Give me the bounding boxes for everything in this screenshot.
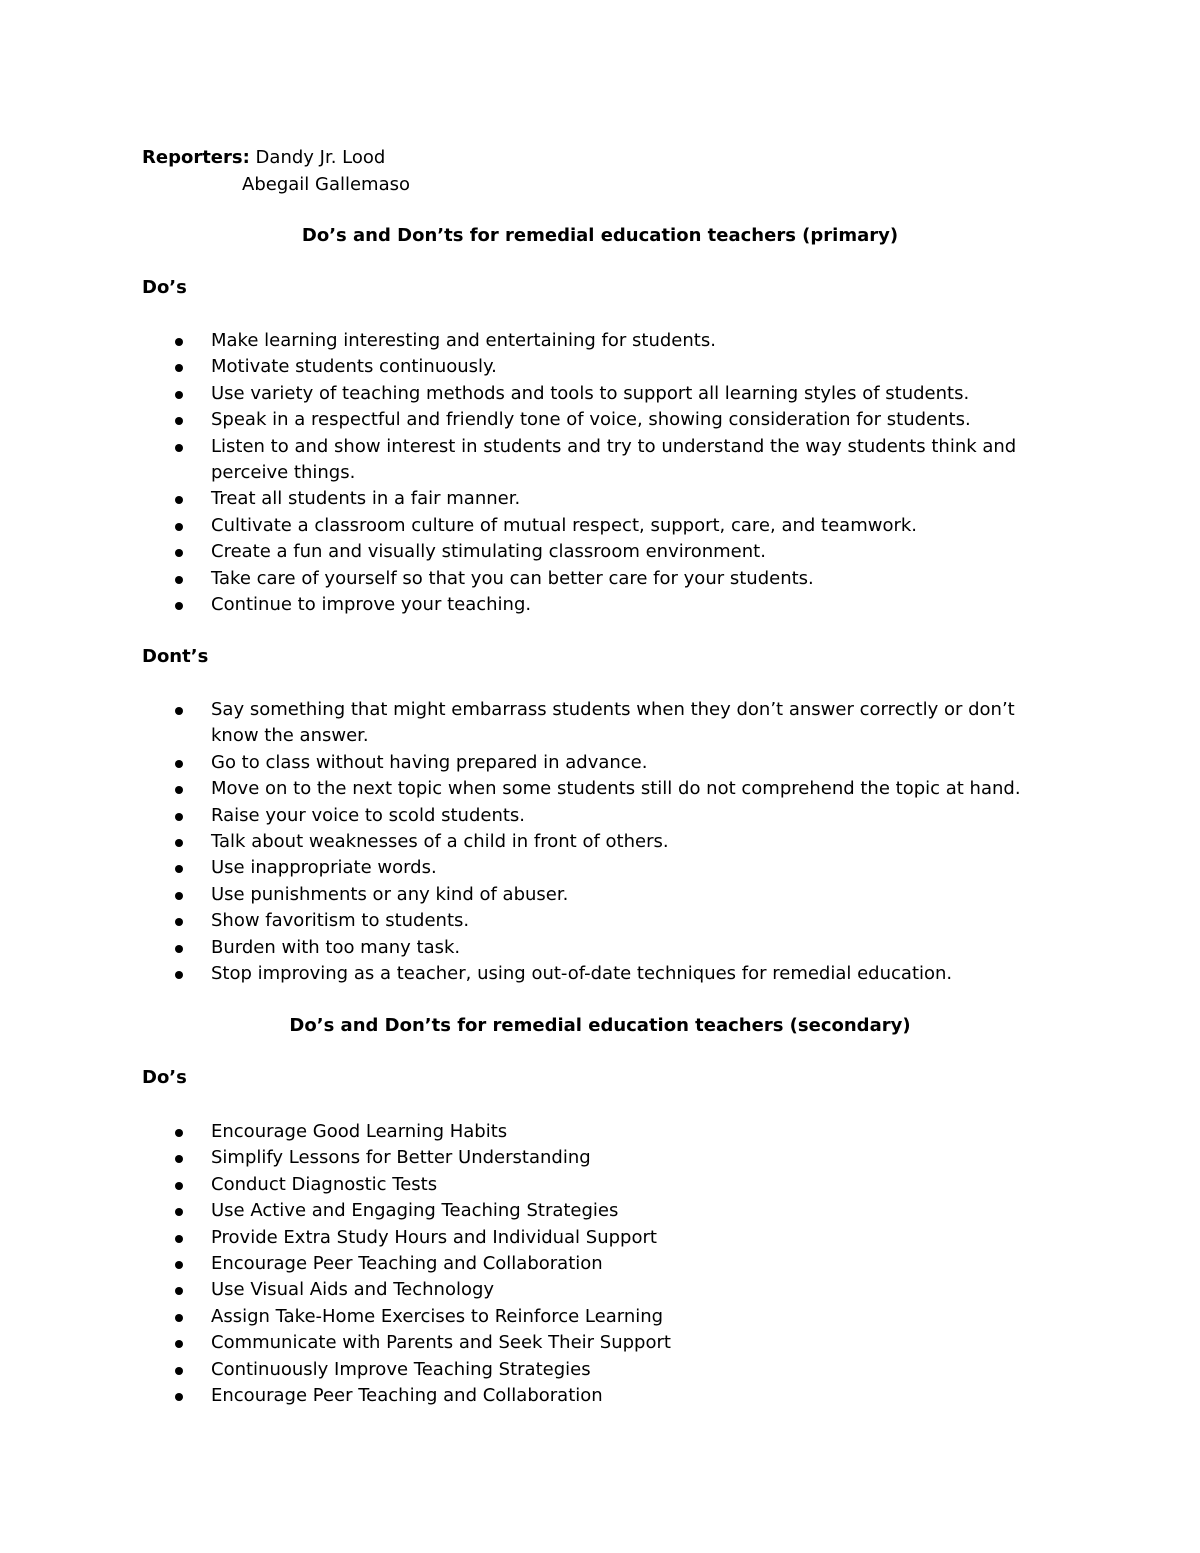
- list-item-text: Communicate with Parents and Seek Their Support: [211, 1332, 671, 1354]
- bullet-icon: [175, 602, 183, 610]
- list-item-text: Stop improving as a teacher, using out-of-date techniques for remedial education.: [211, 963, 953, 985]
- bullet-icon: [175, 1340, 183, 1348]
- list-item-text: Continue to improve your teaching.: [211, 594, 532, 616]
- list-item-text: Raise your voice to scold students.: [211, 804, 526, 826]
- list-item-text: Encourage Good Learning Habits: [211, 1121, 508, 1142]
- bullet-icon: [175, 391, 183, 399]
- list-item-text: Encourage Peer Teaching and Collaboration: [211, 1385, 603, 1407]
- primary-title: Do’s and Don’ts for remedial education teachers (primary): [301, 225, 899, 246]
- list-item: [0, 1198, 1200, 1224]
- primary-donts-heading: Dont’s: [142, 646, 209, 667]
- list-item-text: Take care of yourself so that you can better care for your students.: [211, 567, 814, 589]
- bullet-icon: [175, 865, 183, 873]
- list-item: [0, 1277, 1200, 1303]
- list-item-text: Simplify Lessons for Better Understanding: [211, 1147, 591, 1169]
- bullet-icon: [175, 576, 183, 584]
- bullet-icon: [175, 839, 183, 847]
- list-item-text: Create a fun and visually stimulating classroom environment.: [211, 541, 766, 563]
- list-item-text: Talk about weaknesses of a child in front of others.: [211, 831, 669, 853]
- list-item-text: Go to class without having prepared in advance.: [211, 751, 648, 773]
- bullet-icon: [175, 523, 183, 531]
- list-item-text: Make learning interesting and entertaining for students.: [211, 330, 716, 351]
- list-item: [0, 961, 1200, 987]
- bullet-icon: [175, 813, 183, 821]
- primary-donts-list: [0, 697, 1200, 987]
- list-item: [0, 1172, 1200, 1198]
- bullet-icon: [175, 760, 183, 768]
- secondary-dos-list: [0, 1119, 1200, 1409]
- bullet-icon: [175, 1367, 183, 1375]
- secondary-dos-heading: Do’s: [142, 1067, 187, 1088]
- list-item-text: Use Visual Aids and Technology: [211, 1279, 495, 1301]
- list-item-text: Cultivate a classroom culture of mutual respect, support, care, and teamwork.: [211, 514, 918, 536]
- reporter-name-1: Dandy Jr. Lood: [255, 147, 386, 168]
- reporters-block: [142, 144, 410, 198]
- list-item: [0, 750, 1200, 776]
- list-item: [0, 434, 1200, 487]
- list-item: [0, 1304, 1200, 1330]
- list-item: [0, 486, 1200, 512]
- list-item-text: Show favoritism to students.: [211, 910, 470, 932]
- list-item: [0, 935, 1200, 961]
- bullet-icon: [175, 786, 183, 794]
- bullet-icon: [175, 1314, 183, 1322]
- list-item: [0, 328, 1200, 354]
- list-item-text: Use punishments or any kind of abuser.: [211, 883, 569, 905]
- bullet-icon: [175, 1155, 183, 1163]
- list-item-text: Provide Extra Study Hours and Individual Support: [211, 1226, 657, 1248]
- list-item-text: Treat all students in a fair manner.: [211, 488, 521, 510]
- bullet-icon: [175, 1393, 183, 1401]
- list-item-text: Conduct Diagnostic Tests: [211, 1173, 438, 1195]
- bullet-icon: [175, 707, 183, 715]
- bullet-icon: [175, 338, 183, 346]
- list-item: [0, 908, 1200, 934]
- list-item: [0, 1330, 1200, 1356]
- list-item: [0, 1357, 1200, 1383]
- bullet-icon: [175, 1182, 183, 1190]
- list-item-text: Speak in a respectful and friendly tone of voice, showing consideration for students.: [211, 409, 971, 431]
- list-item-text: Burden with too many task.: [211, 936, 461, 958]
- list-item-text: Assign Take-Home Exercises to Reinforce Learning: [211, 1305, 664, 1327]
- reporter-name-2: Abegail Gallemaso: [242, 174, 411, 195]
- list-item: [0, 829, 1200, 855]
- list-item-text: Say something that might embarrass students when they don’t answer correctly or don’t know the answer.: [211, 699, 1015, 747]
- list-item-text: Move on to the next topic when some students still do not comprehend the topic at hand.: [211, 778, 1021, 800]
- bullet-icon: [175, 417, 183, 425]
- reporters-line-1: [142, 144, 410, 171]
- list-item: [0, 381, 1200, 407]
- list-item: [0, 776, 1200, 802]
- list-item: [0, 1145, 1200, 1171]
- list-item-text: Use Active and Engaging Teaching Strategies: [211, 1200, 619, 1222]
- list-item: [0, 539, 1200, 565]
- bullet-icon: [175, 1235, 183, 1243]
- bullet-icon: [175, 1208, 183, 1216]
- secondary-title: Do’s and Don’ts for remedial education teachers (secondary): [289, 1015, 911, 1036]
- bullet-icon: [175, 1129, 183, 1137]
- reporters-label: Reporters:: [142, 147, 250, 168]
- list-item: [0, 407, 1200, 433]
- list-item-text: Use variety of teaching methods and tools to support all learning styles of students.: [211, 382, 970, 404]
- list-item: [0, 592, 1200, 618]
- list-item: [0, 882, 1200, 908]
- list-item: [0, 566, 1200, 592]
- bullet-icon: [175, 549, 183, 557]
- bullet-icon: [175, 945, 183, 953]
- list-item-text: Listen to and show interest in students and try to understand the way students think and perceive things.: [211, 435, 1017, 484]
- reporters-line-2: [142, 171, 410, 198]
- list-item: [0, 697, 1200, 750]
- list-item: [0, 354, 1200, 380]
- list-item: [0, 1119, 1200, 1145]
- list-item: [0, 1225, 1200, 1251]
- bullet-icon: [175, 496, 183, 504]
- list-item-text: Motivate students continuously.: [211, 356, 497, 378]
- bullet-icon: [175, 918, 183, 926]
- list-item-text: Continuously Improve Teaching Strategies: [211, 1358, 591, 1380]
- primary-dos-heading: Do’s: [142, 277, 187, 298]
- list-item-text: Use inappropriate words.: [211, 857, 437, 879]
- list-item-text: Encourage Peer Teaching and Collaboration: [211, 1253, 603, 1275]
- list-item: [0, 803, 1200, 829]
- bullet-icon: [175, 892, 183, 900]
- bullet-icon: [175, 444, 183, 452]
- bullet-icon: [175, 1287, 183, 1295]
- bullet-icon: [175, 971, 183, 979]
- bullet-icon: [175, 1261, 183, 1269]
- bullet-icon: [175, 364, 183, 372]
- list-item: [0, 513, 1200, 539]
- primary-dos-list: [0, 328, 1200, 618]
- list-item: [0, 1383, 1200, 1409]
- list-item: [0, 855, 1200, 881]
- list-item: [0, 1251, 1200, 1277]
